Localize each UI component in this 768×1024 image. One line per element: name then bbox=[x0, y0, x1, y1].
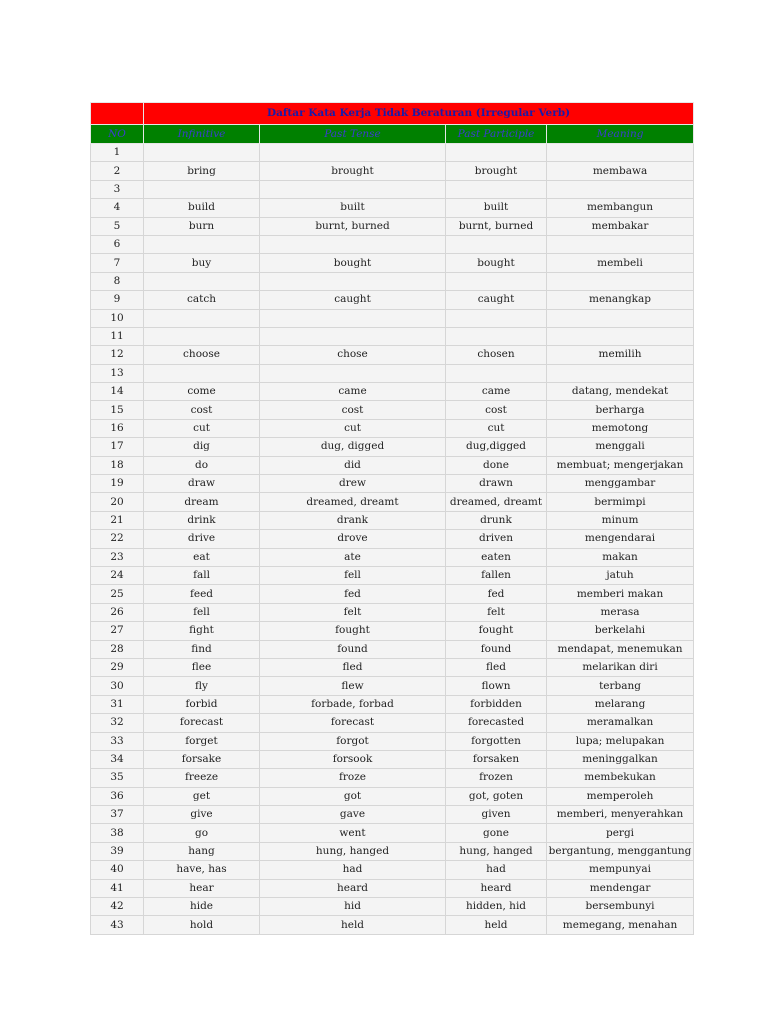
cell-meaning bbox=[547, 272, 694, 290]
cell-past-tense: hung, hanged bbox=[260, 842, 446, 860]
cell-past-tense: fed bbox=[260, 585, 446, 603]
table-row bbox=[91, 787, 694, 805]
cell-past-tense: burnt, burned bbox=[260, 217, 446, 235]
cell-past-participle: gone bbox=[446, 824, 547, 842]
cell-no: 1 bbox=[91, 144, 144, 162]
cell-meaning bbox=[547, 327, 694, 345]
cell-past-tense: caught bbox=[260, 291, 446, 309]
cell-past-participle bbox=[446, 272, 547, 290]
cell-infinitive bbox=[144, 272, 260, 290]
table-row bbox=[91, 548, 694, 566]
table-row bbox=[91, 364, 694, 382]
table-row bbox=[91, 291, 694, 309]
cell-no: 17 bbox=[91, 438, 144, 456]
cell-infinitive: eat bbox=[144, 548, 260, 566]
cell-past-tense: fled bbox=[260, 658, 446, 676]
table-row bbox=[91, 566, 694, 584]
cell-infinitive: dig bbox=[144, 438, 260, 456]
cell-past-participle: fought bbox=[446, 622, 547, 640]
cell-past-tense bbox=[260, 327, 446, 345]
cell-meaning: menggambar bbox=[547, 475, 694, 493]
cell-no: 40 bbox=[91, 861, 144, 879]
cell-past-participle: drawn bbox=[446, 475, 547, 493]
cell-past-tense bbox=[260, 272, 446, 290]
cell-past-tense: fell bbox=[260, 566, 446, 584]
cell-past-participle: dug,digged bbox=[446, 438, 547, 456]
cell-meaning: bersembunyi bbox=[547, 898, 694, 916]
cell-no: 3 bbox=[91, 180, 144, 198]
table-row bbox=[91, 732, 694, 750]
cell-meaning: pergi bbox=[547, 824, 694, 842]
cell-past-tense bbox=[260, 180, 446, 198]
cell-no: 12 bbox=[91, 346, 144, 364]
cell-past-tense: bought bbox=[260, 254, 446, 272]
cell-infinitive: fell bbox=[144, 603, 260, 621]
cell-past-participle: flown bbox=[446, 677, 547, 695]
cell-meaning: berharga bbox=[547, 401, 694, 419]
cell-infinitive: draw bbox=[144, 475, 260, 493]
cell-no: 37 bbox=[91, 806, 144, 824]
header-no: NO bbox=[91, 125, 144, 144]
cell-past-participle bbox=[446, 144, 547, 162]
cell-past-participle: bought bbox=[446, 254, 547, 272]
cell-past-tense: drew bbox=[260, 475, 446, 493]
cell-no: 25 bbox=[91, 585, 144, 603]
cell-infinitive: forget bbox=[144, 732, 260, 750]
cell-meaning: bergantung, menggantung bbox=[547, 842, 694, 860]
cell-past-participle: dreamed, dreamt bbox=[446, 493, 547, 511]
cell-infinitive: drive bbox=[144, 530, 260, 548]
cell-past-participle bbox=[446, 327, 547, 345]
table-row bbox=[91, 916, 694, 934]
cell-infinitive: feed bbox=[144, 585, 260, 603]
cell-meaning: memperoleh bbox=[547, 787, 694, 805]
cell-past-participle: came bbox=[446, 383, 547, 401]
cell-past-tense bbox=[260, 364, 446, 382]
cell-infinitive: do bbox=[144, 456, 260, 474]
cell-no: 32 bbox=[91, 714, 144, 732]
cell-infinitive: hold bbox=[144, 916, 260, 934]
cell-meaning: membangun bbox=[547, 199, 694, 217]
cell-past-participle: done bbox=[446, 456, 547, 474]
cell-no: 35 bbox=[91, 769, 144, 787]
cell-meaning: memegang, menahan bbox=[547, 916, 694, 934]
table-row bbox=[91, 346, 694, 364]
table-row bbox=[91, 585, 694, 603]
cell-past-tense bbox=[260, 235, 446, 253]
cell-infinitive: burn bbox=[144, 217, 260, 235]
cell-meaning: terbang bbox=[547, 677, 694, 695]
cell-infinitive: forsake bbox=[144, 750, 260, 768]
table-row bbox=[91, 658, 694, 676]
cell-no: 20 bbox=[91, 493, 144, 511]
table-row bbox=[91, 438, 694, 456]
table-row bbox=[91, 861, 694, 879]
table-body bbox=[91, 144, 694, 935]
cell-past-participle: frozen bbox=[446, 769, 547, 787]
cell-past-tense: drank bbox=[260, 511, 446, 529]
cell-infinitive bbox=[144, 144, 260, 162]
cell-past-tense: heard bbox=[260, 879, 446, 897]
cell-no: 23 bbox=[91, 548, 144, 566]
cell-no: 27 bbox=[91, 622, 144, 640]
cell-past-participle: felt bbox=[446, 603, 547, 621]
cell-past-participle: forecasted bbox=[446, 714, 547, 732]
cell-infinitive: drink bbox=[144, 511, 260, 529]
cell-no: 10 bbox=[91, 309, 144, 327]
cell-no: 38 bbox=[91, 824, 144, 842]
cell-past-tense: went bbox=[260, 824, 446, 842]
cell-meaning: meramalkan bbox=[547, 714, 694, 732]
header-meaning: Meaning bbox=[547, 125, 694, 144]
cell-past-participle: found bbox=[446, 640, 547, 658]
table-row bbox=[91, 603, 694, 621]
table-title: Daftar Kata Kerja Tidak Beraturan (Irregular Verb) bbox=[144, 103, 694, 125]
cell-infinitive bbox=[144, 364, 260, 382]
cell-meaning: jatuh bbox=[547, 566, 694, 584]
cell-meaning bbox=[547, 144, 694, 162]
table-row bbox=[91, 383, 694, 401]
cell-meaning: membekukan bbox=[547, 769, 694, 787]
cell-infinitive bbox=[144, 309, 260, 327]
cell-meaning: lupa; melupakan bbox=[547, 732, 694, 750]
cell-no: 29 bbox=[91, 658, 144, 676]
cell-meaning: membuat; mengerjakan bbox=[547, 456, 694, 474]
cell-infinitive: hang bbox=[144, 842, 260, 860]
cell-meaning: memotong bbox=[547, 419, 694, 437]
cell-meaning: melarang bbox=[547, 695, 694, 713]
cell-past-participle bbox=[446, 180, 547, 198]
table-row bbox=[91, 162, 694, 180]
cell-past-tense: chose bbox=[260, 346, 446, 364]
cell-infinitive: have, has bbox=[144, 861, 260, 879]
cell-past-tense: gave bbox=[260, 806, 446, 824]
cell-no: 5 bbox=[91, 217, 144, 235]
cell-past-participle: heard bbox=[446, 879, 547, 897]
cell-infinitive: hear bbox=[144, 879, 260, 897]
table-row bbox=[91, 640, 694, 658]
cell-past-tense: held bbox=[260, 916, 446, 934]
cell-infinitive: hide bbox=[144, 898, 260, 916]
table-row bbox=[91, 199, 694, 217]
cell-no: 30 bbox=[91, 677, 144, 695]
cell-past-tense: froze bbox=[260, 769, 446, 787]
cell-meaning: minum bbox=[547, 511, 694, 529]
table-row bbox=[91, 511, 694, 529]
cell-past-tense: got bbox=[260, 787, 446, 805]
cell-past-participle: hidden, hid bbox=[446, 898, 547, 916]
cell-past-participle: cost bbox=[446, 401, 547, 419]
cell-infinitive bbox=[144, 180, 260, 198]
cell-meaning: memberi makan bbox=[547, 585, 694, 603]
cell-infinitive: forbid bbox=[144, 695, 260, 713]
cell-meaning: mengendarai bbox=[547, 530, 694, 548]
cell-past-tense: forecast bbox=[260, 714, 446, 732]
cell-past-tense: cut bbox=[260, 419, 446, 437]
header-past-participle: Past Participle bbox=[446, 125, 547, 144]
cell-past-tense: dreamed, dreamt bbox=[260, 493, 446, 511]
cell-infinitive: build bbox=[144, 199, 260, 217]
cell-infinitive: get bbox=[144, 787, 260, 805]
cell-past-participle: held bbox=[446, 916, 547, 934]
table-row bbox=[91, 750, 694, 768]
cell-infinitive: forecast bbox=[144, 714, 260, 732]
cell-infinitive: fall bbox=[144, 566, 260, 584]
table-row bbox=[91, 217, 694, 235]
cell-no: 8 bbox=[91, 272, 144, 290]
cell-no: 28 bbox=[91, 640, 144, 658]
cell-infinitive: flee bbox=[144, 658, 260, 676]
cell-past-tense: did bbox=[260, 456, 446, 474]
cell-no: 18 bbox=[91, 456, 144, 474]
cell-past-participle: built bbox=[446, 199, 547, 217]
cell-no: 26 bbox=[91, 603, 144, 621]
table-row bbox=[91, 493, 694, 511]
cell-meaning: membeli bbox=[547, 254, 694, 272]
cell-meaning: mendengar bbox=[547, 879, 694, 897]
cell-past-tense: fought bbox=[260, 622, 446, 640]
table-row bbox=[91, 530, 694, 548]
cell-infinitive: freeze bbox=[144, 769, 260, 787]
cell-past-tense bbox=[260, 144, 446, 162]
cell-meaning: mendapat, menemukan bbox=[547, 640, 694, 658]
cell-past-participle bbox=[446, 309, 547, 327]
cell-no: 42 bbox=[91, 898, 144, 916]
cell-no: 39 bbox=[91, 842, 144, 860]
cell-past-participle: caught bbox=[446, 291, 547, 309]
cell-infinitive: give bbox=[144, 806, 260, 824]
cell-past-participle: drunk bbox=[446, 511, 547, 529]
cell-infinitive: dream bbox=[144, 493, 260, 511]
cell-meaning: menggali bbox=[547, 438, 694, 456]
cell-past-tense: hid bbox=[260, 898, 446, 916]
cell-past-tense: forgot bbox=[260, 732, 446, 750]
cell-no: 21 bbox=[91, 511, 144, 529]
table-row bbox=[91, 824, 694, 842]
cell-infinitive bbox=[144, 235, 260, 253]
cell-past-participle: eaten bbox=[446, 548, 547, 566]
cell-infinitive: fly bbox=[144, 677, 260, 695]
cell-infinitive: fight bbox=[144, 622, 260, 640]
cell-meaning: membakar bbox=[547, 217, 694, 235]
cell-infinitive: cut bbox=[144, 419, 260, 437]
cell-past-tense: cost bbox=[260, 401, 446, 419]
cell-no: 34 bbox=[91, 750, 144, 768]
cell-past-participle: forsaken bbox=[446, 750, 547, 768]
cell-meaning: datang, mendekat bbox=[547, 383, 694, 401]
cell-meaning: berkelahi bbox=[547, 622, 694, 640]
table-row bbox=[91, 180, 694, 198]
cell-no: 31 bbox=[91, 695, 144, 713]
cell-meaning: mempunyai bbox=[547, 861, 694, 879]
cell-meaning: bermimpi bbox=[547, 493, 694, 511]
cell-no: 14 bbox=[91, 383, 144, 401]
table-row bbox=[91, 475, 694, 493]
table-row bbox=[91, 456, 694, 474]
table-row bbox=[91, 309, 694, 327]
cell-past-participle: chosen bbox=[446, 346, 547, 364]
cell-past-participle: fallen bbox=[446, 566, 547, 584]
cell-meaning: meninggalkan bbox=[547, 750, 694, 768]
cell-past-participle: hung, hanged bbox=[446, 842, 547, 860]
cell-infinitive: cost bbox=[144, 401, 260, 419]
header-past-tense: Past Tense bbox=[260, 125, 446, 144]
table-row bbox=[91, 842, 694, 860]
cell-meaning bbox=[547, 235, 694, 253]
cell-no: 19 bbox=[91, 475, 144, 493]
cell-no: 24 bbox=[91, 566, 144, 584]
cell-past-participle: cut bbox=[446, 419, 547, 437]
cell-no: 22 bbox=[91, 530, 144, 548]
table-row bbox=[91, 327, 694, 345]
cell-past-participle: burnt, burned bbox=[446, 217, 547, 235]
cell-meaning: memberi, menyerahkan bbox=[547, 806, 694, 824]
irregular-verb-table bbox=[90, 102, 694, 935]
table-row bbox=[91, 401, 694, 419]
table-row bbox=[91, 806, 694, 824]
cell-past-participle: got, goten bbox=[446, 787, 547, 805]
cell-no: 9 bbox=[91, 291, 144, 309]
table-row bbox=[91, 272, 694, 290]
cell-past-participle: given bbox=[446, 806, 547, 824]
cell-infinitive: buy bbox=[144, 254, 260, 272]
cell-past-tense: dug, digged bbox=[260, 438, 446, 456]
table-row bbox=[91, 254, 694, 272]
cell-no: 13 bbox=[91, 364, 144, 382]
cell-past-tense: ate bbox=[260, 548, 446, 566]
cell-past-participle bbox=[446, 364, 547, 382]
cell-no: 41 bbox=[91, 879, 144, 897]
cell-no: 7 bbox=[91, 254, 144, 272]
cell-meaning: merasa bbox=[547, 603, 694, 621]
cell-past-tense: forbade, forbad bbox=[260, 695, 446, 713]
cell-past-participle: fed bbox=[446, 585, 547, 603]
table-title-row bbox=[91, 103, 694, 125]
cell-meaning bbox=[547, 309, 694, 327]
table-row bbox=[91, 235, 694, 253]
table-row bbox=[91, 769, 694, 787]
table-row bbox=[91, 144, 694, 162]
cell-meaning: menangkap bbox=[547, 291, 694, 309]
cell-past-participle: had bbox=[446, 861, 547, 879]
cell-infinitive bbox=[144, 327, 260, 345]
cell-no: 16 bbox=[91, 419, 144, 437]
cell-meaning bbox=[547, 364, 694, 382]
cell-past-tense: felt bbox=[260, 603, 446, 621]
cell-past-tense: had bbox=[260, 861, 446, 879]
cell-infinitive: choose bbox=[144, 346, 260, 364]
table-row bbox=[91, 419, 694, 437]
cell-no: 15 bbox=[91, 401, 144, 419]
cell-past-participle: forbidden bbox=[446, 695, 547, 713]
table-row bbox=[91, 714, 694, 732]
cell-meaning: makan bbox=[547, 548, 694, 566]
title-blank-cell bbox=[91, 103, 144, 125]
cell-no: 43 bbox=[91, 916, 144, 934]
table-row bbox=[91, 695, 694, 713]
table-row bbox=[91, 879, 694, 897]
cell-no: 6 bbox=[91, 235, 144, 253]
cell-past-tense: brought bbox=[260, 162, 446, 180]
cell-past-tense: flew bbox=[260, 677, 446, 695]
cell-infinitive: catch bbox=[144, 291, 260, 309]
cell-past-participle: brought bbox=[446, 162, 547, 180]
cell-past-participle: driven bbox=[446, 530, 547, 548]
table-header-row bbox=[91, 125, 694, 144]
cell-past-participle: forgotten bbox=[446, 732, 547, 750]
cell-infinitive: bring bbox=[144, 162, 260, 180]
cell-past-participle: fled bbox=[446, 658, 547, 676]
cell-past-tense: forsook bbox=[260, 750, 446, 768]
cell-infinitive: come bbox=[144, 383, 260, 401]
cell-no: 36 bbox=[91, 787, 144, 805]
cell-no: 11 bbox=[91, 327, 144, 345]
header-infinitive: Infinitive bbox=[144, 125, 260, 144]
cell-past-tense: built bbox=[260, 199, 446, 217]
cell-no: 4 bbox=[91, 199, 144, 217]
cell-meaning: memilih bbox=[547, 346, 694, 364]
cell-past-tense bbox=[260, 309, 446, 327]
cell-meaning: melarikan diri bbox=[547, 658, 694, 676]
table-row bbox=[91, 677, 694, 695]
cell-infinitive: find bbox=[144, 640, 260, 658]
cell-no: 33 bbox=[91, 732, 144, 750]
table-row bbox=[91, 898, 694, 916]
cell-meaning: membawa bbox=[547, 162, 694, 180]
cell-past-tense: came bbox=[260, 383, 446, 401]
cell-no: 2 bbox=[91, 162, 144, 180]
table-row bbox=[91, 622, 694, 640]
cell-meaning bbox=[547, 180, 694, 198]
cell-past-tense: found bbox=[260, 640, 446, 658]
cell-infinitive: go bbox=[144, 824, 260, 842]
cell-past-tense: drove bbox=[260, 530, 446, 548]
cell-past-participle bbox=[446, 235, 547, 253]
